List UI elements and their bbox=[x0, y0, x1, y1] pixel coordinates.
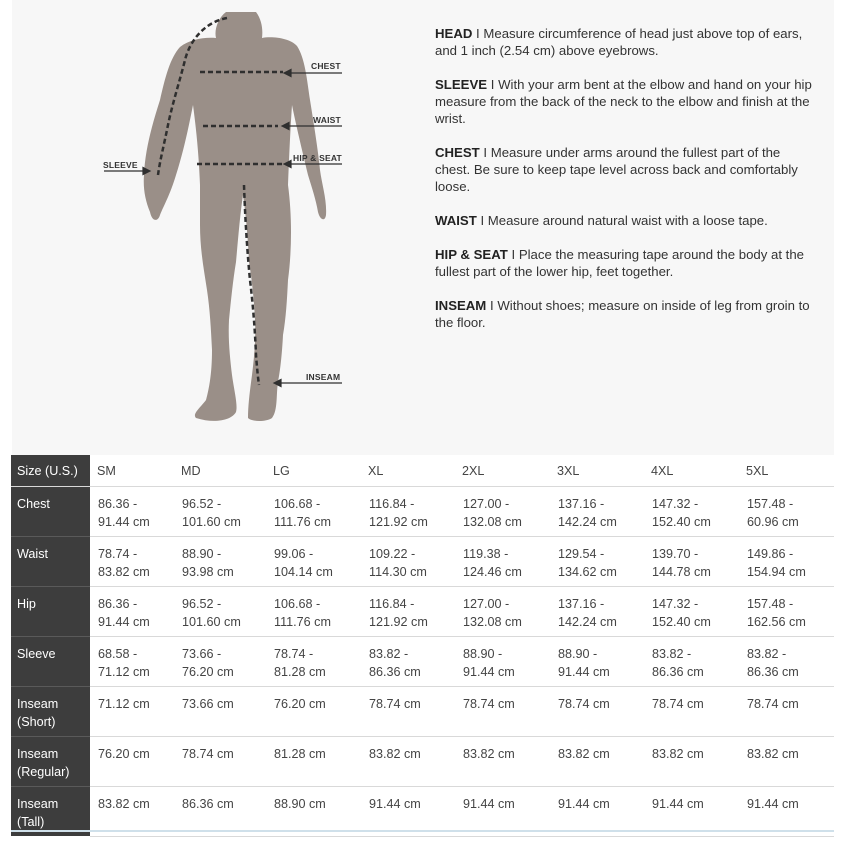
size-cell-line: 71.12 cm bbox=[98, 665, 150, 679]
size-cell bbox=[266, 537, 361, 587]
size-cell bbox=[644, 487, 739, 537]
size-cell-line: 86.36 cm bbox=[747, 665, 799, 679]
size-cell bbox=[455, 537, 550, 587]
size-cell-line: 91.44 cm bbox=[98, 515, 150, 529]
size-cell-line: 81.28 cm bbox=[274, 665, 326, 679]
size-cell bbox=[739, 487, 834, 537]
size-cell bbox=[90, 637, 174, 687]
size-cell bbox=[266, 637, 361, 687]
size-cell-line: 119.38 - bbox=[463, 547, 509, 561]
row-label bbox=[11, 787, 90, 837]
size-col-header: 2XL bbox=[455, 455, 550, 487]
size-cell bbox=[455, 737, 550, 787]
row-label bbox=[11, 687, 90, 737]
size-cell-line: 83.82 - bbox=[652, 647, 692, 661]
size-cell-line: 76.20 cm bbox=[274, 697, 326, 711]
size-cell-line: 83.82 - bbox=[369, 647, 409, 661]
size-cell bbox=[174, 787, 266, 837]
size-cell bbox=[266, 787, 361, 837]
size-cell-line: 132.08 cm bbox=[463, 615, 522, 629]
size-cell-line: 78.74 - bbox=[98, 547, 138, 561]
size-cell-line: 129.54 - bbox=[558, 547, 605, 561]
row-label-line: Hip bbox=[17, 597, 36, 611]
size-cell-line: 157.48 - bbox=[747, 497, 794, 511]
size-cell-line: 83.82 cm bbox=[98, 565, 150, 579]
size-cell-line: 78.74 cm bbox=[652, 697, 704, 711]
size-cell-line: 121.92 cm bbox=[369, 515, 428, 529]
size-cell-line: 91.44 cm bbox=[558, 665, 610, 679]
size-cell bbox=[174, 487, 266, 537]
size-cell-line: 83.82 cm bbox=[98, 797, 150, 811]
size-cell-line: 91.44 cm bbox=[369, 797, 421, 811]
size-cell-line: 91.44 cm bbox=[558, 797, 610, 811]
size-cell-line: 101.60 cm bbox=[182, 515, 241, 529]
size-cell-line: 101.60 cm bbox=[182, 615, 241, 629]
size-cell-line: 73.66 cm bbox=[182, 697, 234, 711]
size-cell-line: 139.70 - bbox=[652, 547, 699, 561]
size-cell-line: 88.90 - bbox=[463, 647, 503, 661]
size-cell-line: 116.84 - bbox=[369, 597, 415, 611]
hip-seat-label: HIP & SEAT bbox=[293, 153, 342, 163]
size-cell bbox=[739, 687, 834, 737]
size-cell bbox=[455, 687, 550, 737]
size-cell-line: 83.82 cm bbox=[558, 747, 610, 761]
sleeve-label: SLEEVE bbox=[103, 160, 138, 170]
size-cell bbox=[644, 737, 739, 787]
size-cell-line: 96.52 - bbox=[182, 597, 222, 611]
size-cell-line: 83.82 cm bbox=[369, 747, 421, 761]
size-cell bbox=[90, 487, 174, 537]
inseam-label: INSEAM bbox=[306, 372, 341, 382]
size-cell-line: 147.32 - bbox=[652, 497, 699, 511]
row-label bbox=[11, 637, 90, 687]
size-cell bbox=[644, 687, 739, 737]
size-cell bbox=[361, 737, 455, 787]
size-cell bbox=[174, 587, 266, 637]
instruction-chest: CHEST I Measure under arms around the fullest part of the chest. Be sure to keep tape level across back and comfortably loose. bbox=[435, 145, 798, 194]
table-row bbox=[11, 487, 834, 537]
size-cell-line: 137.16 - bbox=[558, 497, 605, 511]
size-cell-line: 127.00 - bbox=[463, 597, 510, 611]
size-col-header: XL bbox=[361, 455, 455, 487]
size-cell-line: 88.90 - bbox=[558, 647, 598, 661]
size-cell bbox=[90, 737, 174, 787]
size-cell-line: 78.74 - bbox=[274, 647, 314, 661]
size-cell bbox=[455, 487, 550, 537]
size-cell bbox=[174, 637, 266, 687]
row-label-line: (Tall) bbox=[17, 815, 45, 829]
size-cell bbox=[361, 787, 455, 837]
table-row bbox=[11, 687, 834, 737]
size-cell-line: 83.82 - bbox=[747, 647, 787, 661]
size-cell-line: 86.36 - bbox=[98, 597, 138, 611]
size-cell bbox=[739, 637, 834, 687]
size-cell bbox=[266, 687, 361, 737]
size-us-header: Size (U.S.) bbox=[11, 455, 90, 487]
instruction-head: HEAD I Measure circumference of head just above top of ears, and 1 inch (2.54 cm) above eyebrows. bbox=[435, 26, 803, 58]
size-cell-line: 111.76 cm bbox=[274, 515, 331, 529]
bottom-divider bbox=[11, 830, 834, 832]
size-cell-line: 86.36 - bbox=[98, 497, 138, 511]
size-chart-table bbox=[11, 455, 834, 837]
size-cell-line: 142.24 cm bbox=[558, 615, 617, 629]
size-cell-line: 137.16 - bbox=[558, 597, 605, 611]
size-header-row bbox=[11, 455, 834, 487]
size-cell-line: 142.24 cm bbox=[558, 515, 617, 529]
row-label bbox=[11, 737, 90, 787]
size-cell-line: 86.36 cm bbox=[652, 665, 704, 679]
table-row bbox=[11, 587, 834, 637]
table-row bbox=[11, 637, 834, 687]
size-cell bbox=[739, 537, 834, 587]
size-cell bbox=[644, 637, 739, 687]
size-cell bbox=[739, 737, 834, 787]
size-cell-line: 68.58 - bbox=[98, 647, 138, 661]
size-cell-line: 157.48 - bbox=[747, 597, 794, 611]
instruction-inseam: INSEAM I Without shoes; measure on inside of leg from groin to the floor. bbox=[435, 298, 810, 330]
size-cell-line: 78.74 cm bbox=[747, 697, 799, 711]
size-table-body bbox=[11, 487, 834, 837]
size-cell-line: 132.08 cm bbox=[463, 515, 522, 529]
size-cell bbox=[361, 587, 455, 637]
size-cell-line: 88.90 - bbox=[182, 547, 222, 561]
instruction-sleeve: SLEEVE I With your arm bent at the elbow and hand on your hip measure from the back of the neck to the elbow and finish at the wrist. bbox=[435, 77, 812, 126]
size-cell bbox=[550, 537, 644, 587]
size-cell-line: 104.14 cm bbox=[274, 565, 333, 579]
size-cell bbox=[644, 537, 739, 587]
row-label-line: Sleeve bbox=[17, 647, 56, 661]
chest-label: CHEST bbox=[311, 61, 341, 71]
size-cell bbox=[174, 737, 266, 787]
size-cell-line: 106.68 - bbox=[274, 597, 321, 611]
size-cell bbox=[361, 687, 455, 737]
size-cell-line: 111.76 cm bbox=[274, 615, 331, 629]
size-cell bbox=[266, 737, 361, 787]
size-cell bbox=[550, 587, 644, 637]
size-cell-line: 127.00 - bbox=[463, 497, 510, 511]
row-label bbox=[11, 487, 90, 537]
size-cell-line: 149.86 - bbox=[747, 547, 794, 561]
size-cell bbox=[550, 487, 644, 537]
size-cell-line: 147.32 - bbox=[652, 597, 699, 611]
size-cell bbox=[266, 487, 361, 537]
size-cell bbox=[90, 687, 174, 737]
table-row bbox=[11, 737, 834, 787]
row-label-line: Inseam bbox=[17, 697, 59, 711]
size-cell-line: 86.36 cm bbox=[182, 797, 234, 811]
size-cell-line: 152.40 cm bbox=[652, 615, 711, 629]
size-cell bbox=[361, 537, 455, 587]
size-cell-line: 134.62 cm bbox=[558, 565, 617, 579]
size-cell-line: 114.30 cm bbox=[369, 565, 427, 579]
size-cell-line: 88.90 cm bbox=[274, 797, 326, 811]
size-cell-line: 99.06 - bbox=[274, 547, 314, 561]
size-cell-line: 91.44 cm bbox=[463, 797, 515, 811]
size-cell-line: 78.74 cm bbox=[558, 697, 610, 711]
size-col-header: SM bbox=[90, 455, 174, 487]
size-cell-line: 121.92 cm bbox=[369, 615, 428, 629]
size-cell bbox=[90, 537, 174, 587]
size-col-header: LG bbox=[266, 455, 361, 487]
size-cell bbox=[550, 737, 644, 787]
size-cell bbox=[361, 487, 455, 537]
size-cell-line: 73.66 - bbox=[182, 647, 222, 661]
size-cell-line: 96.52 - bbox=[182, 497, 222, 511]
size-col-header: MD bbox=[174, 455, 266, 487]
size-cell bbox=[455, 587, 550, 637]
size-cell bbox=[455, 637, 550, 687]
measurement-instructions bbox=[435, 25, 815, 348]
row-label-line: Waist bbox=[17, 547, 49, 561]
size-cell-line: 91.44 cm bbox=[747, 797, 799, 811]
size-cell-line: 152.40 cm bbox=[652, 515, 711, 529]
size-cell-line: 91.44 cm bbox=[652, 797, 704, 811]
table-row bbox=[11, 787, 834, 837]
size-cell bbox=[644, 787, 739, 837]
size-cell-line: 78.74 cm bbox=[463, 697, 515, 711]
size-cell-line: 93.98 cm bbox=[182, 565, 234, 579]
size-cell-line: 83.82 cm bbox=[463, 747, 515, 761]
waist-label: WAIST bbox=[313, 115, 341, 125]
size-cell-line: 78.74 cm bbox=[369, 697, 421, 711]
size-col-header: 4XL bbox=[644, 455, 739, 487]
row-label-line: Inseam bbox=[17, 797, 59, 811]
size-cell bbox=[174, 687, 266, 737]
instruction-waist: WAIST I Measure around natural waist with a loose tape. bbox=[435, 213, 768, 228]
instruction-hip-seat: HIP & SEAT I Place the measuring tape around the body at the fullest part of the lower hip, feet together. bbox=[435, 247, 805, 279]
row-label-line: (Short) bbox=[17, 715, 56, 729]
size-cell-line: 91.44 cm bbox=[98, 615, 150, 629]
size-cell bbox=[174, 537, 266, 587]
size-cell bbox=[550, 787, 644, 837]
size-cell-line: 78.74 cm bbox=[182, 747, 234, 761]
size-cell bbox=[361, 637, 455, 687]
size-cell-line: 86.36 cm bbox=[369, 665, 421, 679]
size-cell-line: 91.44 cm bbox=[463, 665, 515, 679]
row-label bbox=[11, 537, 90, 587]
size-cell bbox=[90, 587, 174, 637]
size-cell bbox=[550, 637, 644, 687]
size-cell-line: 83.82 cm bbox=[747, 747, 799, 761]
size-cell-line: 106.68 - bbox=[274, 497, 321, 511]
size-cell bbox=[90, 787, 174, 837]
size-col-header: 5XL bbox=[739, 455, 834, 487]
row-label bbox=[11, 587, 90, 637]
size-cell-line: 109.22 - bbox=[369, 547, 416, 561]
size-cell-line: 162.56 cm bbox=[747, 615, 806, 629]
size-cell-line: 116.84 - bbox=[369, 497, 415, 511]
size-cell bbox=[455, 787, 550, 837]
size-cell-line: 124.46 cm bbox=[463, 565, 522, 579]
size-cell bbox=[266, 587, 361, 637]
row-label-line: Inseam bbox=[17, 747, 59, 761]
size-cell bbox=[644, 587, 739, 637]
row-label-line: Chest bbox=[17, 497, 50, 511]
size-cell-line: 154.94 cm bbox=[747, 565, 806, 579]
size-cell-line: 83.82 cm bbox=[652, 747, 704, 761]
size-col-header: 3XL bbox=[550, 455, 644, 487]
row-label-line: (Regular) bbox=[17, 765, 70, 779]
size-cell-line: 76.20 cm bbox=[98, 747, 150, 761]
size-cell-line: 60.96 cm bbox=[747, 515, 799, 529]
size-cell-line: 76.20 cm bbox=[182, 665, 234, 679]
size-cell-line: 71.12 cm bbox=[98, 697, 150, 711]
size-cell bbox=[550, 687, 644, 737]
size-cell-line: 81.28 cm bbox=[274, 747, 326, 761]
size-cell bbox=[739, 587, 834, 637]
table-row bbox=[11, 537, 834, 587]
size-cell bbox=[739, 787, 834, 837]
size-cell-line: 144.78 cm bbox=[652, 565, 711, 579]
